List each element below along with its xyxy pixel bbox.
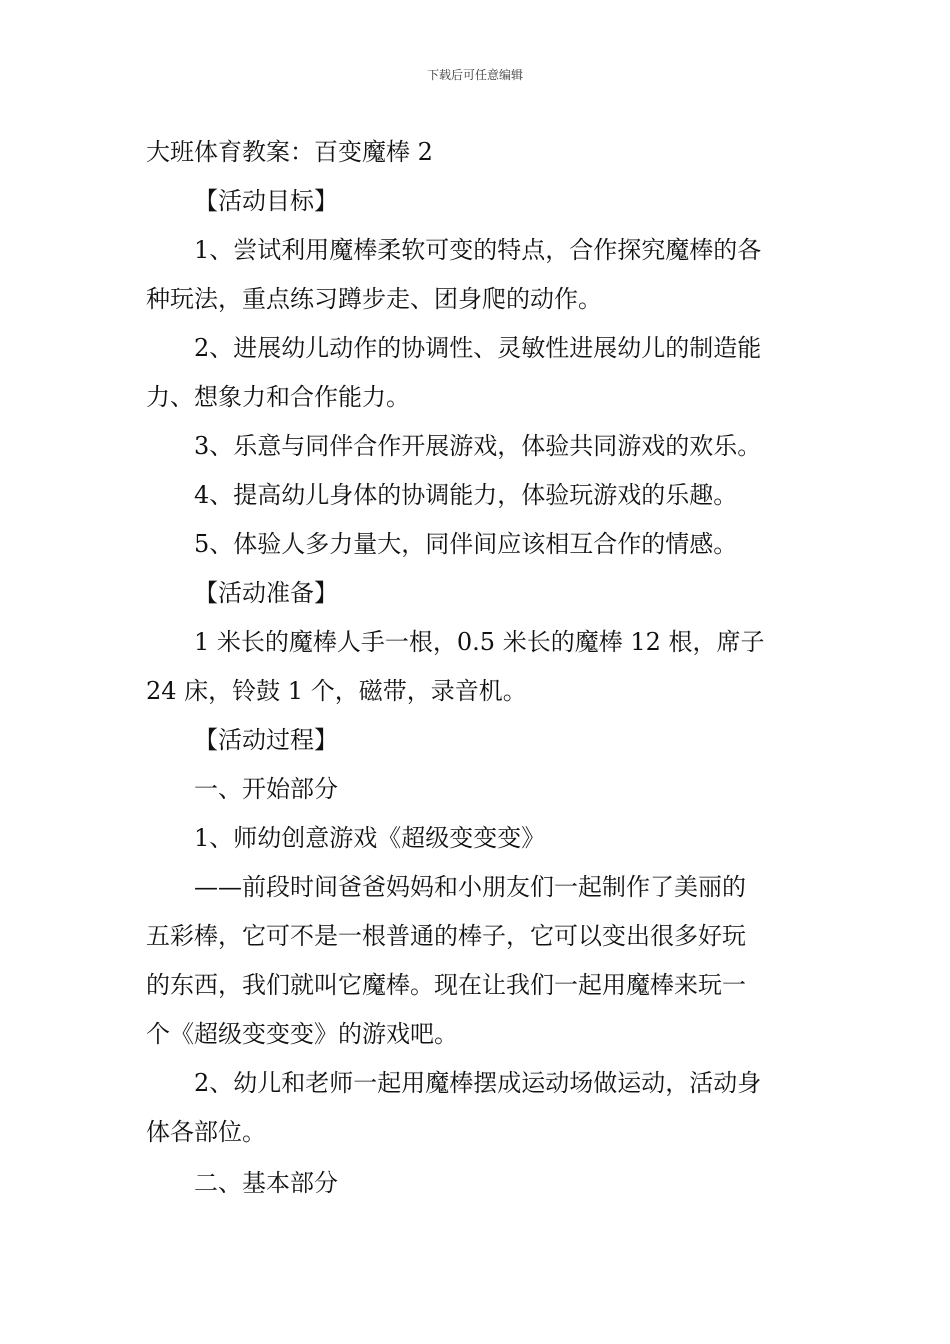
paragraph-line: 个《超级变变变》的游戏吧。 (146, 1020, 458, 1048)
paragraph-line: 1 米长的魔棒人手一根，0.5 米长的魔棒 12 根，席子 (194, 628, 765, 656)
paragraph-line: 2、进展幼儿动作的协调性、灵敏性进展幼儿的制造能 (194, 334, 762, 362)
paragraph-line: ——前段时间爸爸妈妈和小朋友们一起制作了美丽的 (194, 873, 746, 901)
document-body (146, 128, 810, 1208)
paragraph-line: 2、幼儿和老师一起用魔棒摆成运动场做运动，活动身 (194, 1069, 762, 1097)
paragraph-line: 体各部位。 (146, 1118, 266, 1146)
paragraph-line: 4、提高幼儿身体的协调能力，体验玩游戏的乐趣。 (194, 481, 738, 509)
document-title: 大班体育教案：百变魔棒 2 (146, 138, 433, 166)
section-heading-process: 【活动过程】 (194, 726, 338, 754)
subsection-heading: 一、开始部分 (194, 775, 338, 803)
section-heading-goals: 【活动目标】 (194, 187, 338, 215)
paragraph-line: 五彩棒，它可不是一根普通的棒子，它可以变出很多好玩 (146, 922, 746, 950)
section-heading-preparation: 【活动准备】 (194, 579, 338, 607)
paragraph-line: 1、尝试利用魔棒柔软可变的特点，合作探究魔棒的各 (194, 236, 762, 264)
paragraph-line: 1、师幼创意游戏《超级变变变》 (194, 824, 546, 852)
paragraph-line: 24 床，铃鼓 1 个，磁带，录音机。 (146, 677, 527, 705)
paragraph-line: 3、乐意与同伴合作开展游戏，体验共同游戏的欢乐。 (194, 432, 762, 460)
paragraph-line: 种玩法，重点练习蹲步走、团身爬的动作。 (146, 285, 602, 313)
paragraph-line: 5、体验人多力量大，同伴间应该相互合作的情感。 (194, 530, 738, 558)
subsection-heading: 二、基本部分 (194, 1169, 338, 1197)
paragraph-line: 的东西，我们就叫它魔棒。现在让我们一起用魔棒来玩一 (146, 971, 746, 999)
paragraph-line: 力、想象力和合作能力。 (146, 383, 410, 411)
page-header-note: 下载后可任意编辑 (426, 68, 523, 82)
